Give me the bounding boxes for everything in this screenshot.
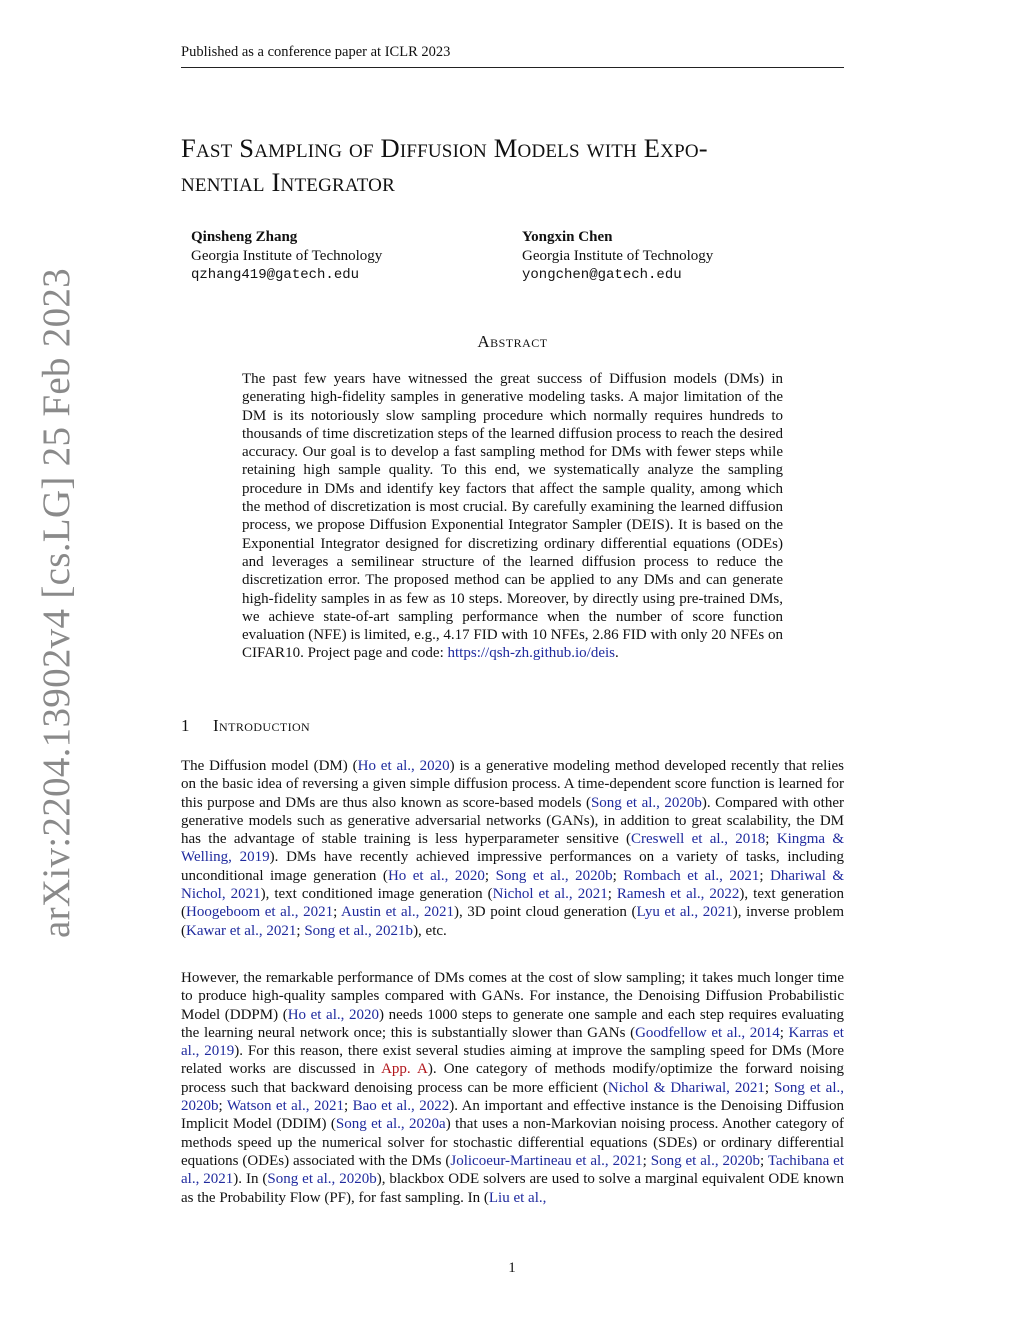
citation-link[interactable]: Song et al., 2020a [335, 1116, 446, 1133]
paragraph-text: ; [333, 904, 342, 921]
citation-link[interactable]: Bao et al., 2022 [352, 1098, 450, 1115]
citation-link[interactable]: Song et al., 2020b [181, 1079, 845, 1115]
author-affiliation: Georgia Institute of Technology [191, 248, 383, 264]
citation-link[interactable]: Lyu et al., 2021 [636, 904, 733, 921]
citation-link[interactable]: Rombach et al., 2021 [623, 867, 760, 884]
paragraph-text: ; [296, 922, 305, 939]
section-heading [181, 716, 310, 736]
paragraph-text: ; [765, 831, 777, 848]
citation-link[interactable]: Karras et al., 2019 [181, 1024, 844, 1060]
paragraph-text: ). DMs have recently achieved impressive performances on a variety of tasks, including unconditional image generation ( [181, 849, 844, 884]
author-email[interactable]: yongchen@gatech.edu [522, 267, 682, 283]
paragraph-text: ). An important and effective instance is the Denoising Diffusion Implicit Model (DDIM) ( [181, 1098, 844, 1133]
citation-link[interactable]: Kingma & Welling, 2019 [181, 831, 844, 866]
citation-link[interactable]: Song et al., 2020b [495, 867, 613, 884]
abstract-text: The past few years have witnessed the great success of Diffusion models (DMs) in generating high-fidelity samples in generative modeling tasks. A major limitation of the DM is its notoriously slow sampling procedure which normally requires hundreds to thousands of time discretization steps of the learned diffusion process to reach the desired accuracy. Our goal is to develop a fast sampling method for DMs with fewer steps while retaining high sample quality. To this end, we systematically analyze the sampling procedure in DMs and identify key factors that affect the sample quality, among which the method of discretization is most crucial. By carefully examining the learned diffusion process, we propose Diffusion Exponential Integrator Sampler (DEIS). It is based on the Exponential Integrator designed for discretizing ordinary differential equations (ODEs) and leverages a semilinear structure of the learned diffusion process to reduce the discretization error. The proposed method can be applied to any DMs and can generate high-fidelity samples in as few as 10 steps. Moreover, by directly using pre-trained DMs, we achieve state-of-art sampling performance when the number of score function evaluation (NFE) is limited, e.g., 4.17 FID with 10 NFEs, 2.86 FID with only 20 NFEs on CIFAR10. Project page and code: [242, 371, 783, 662]
paragraph-text: The Diffusion model (DM) ( [181, 758, 358, 774]
paragraph-text: ). One category of methods modify/optimize the forward noising process such that backward denoising process can be more efficient ( [181, 1061, 844, 1096]
paragraph-text: ; [759, 867, 771, 884]
citation-link[interactable]: Nichol et al., 2021 [492, 886, 608, 903]
section-number: 1 [181, 716, 190, 735]
section-title: Introduction [213, 716, 311, 735]
abstract-end: . [615, 645, 619, 662]
citation-link[interactable]: Ho et al., 2020 [387, 867, 485, 884]
paragraph-text: ), 3D point cloud generation ( [453, 904, 637, 921]
citation-link[interactable]: Ramesh et al., 2022 [616, 886, 740, 903]
paragraph-text: However, the remarkable performance of DMs comes at the cost of slow sampling; it takes much longer time to produce high-quality samples compared with GANs. For instance, the Denoising Diffusion Probabilistic Model (DDPM) ( [181, 970, 844, 1023]
citation-link[interactable]: Song et al., 2020b [650, 1152, 761, 1169]
paragraph-text: ; [218, 1098, 227, 1115]
author-affiliation: Georgia Institute of Technology [522, 248, 714, 264]
citation-link[interactable]: Song et al., 2020b [590, 794, 702, 811]
citation-link[interactable]: Kawar et al., 2021 [186, 922, 297, 939]
paragraph-text: ; [760, 1152, 768, 1169]
running-header: Published as a conference paper at ICLR 2023 [181, 44, 844, 68]
paragraph-text: ) is a generative modeling method developed recently that relies on the basic idea of reversing a given simple diffusion process. A time-dependent score function is learned for this purpose and DMs are thus also known as score-based models ( [181, 758, 845, 811]
paragraph-text: ; [764, 1079, 775, 1096]
author-block-1 [191, 228, 382, 285]
paragraph-text: ). Compared with other generative models such as generative adversarial networks (GANs), in addition to great scalability, the DM has the advantage of stable training is less hyperparameter sensitive ( [181, 794, 845, 848]
title-line-2: nential Integrator [181, 167, 395, 197]
author-email[interactable]: qzhang419@gatech.edu [191, 267, 360, 283]
paragraph-text: ; [607, 886, 617, 903]
paragraph-text: ). For this reason, there exist several studies aiming at improve the sampling speed for DMs (More related works are discussed in [181, 1043, 844, 1078]
citation-link[interactable]: Austin et al., 2021 [341, 904, 454, 921]
paper-title [181, 131, 861, 199]
paragraph-text: ) that uses a non-Markovian noising process. Another category of methods speed up the numerical solver for stochastic differential equations (SDEs) or ordinary differential equations (ODEs) associated with the DMs ( [181, 1116, 845, 1169]
citation-link[interactable]: Tachibana et al., 2021 [181, 1152, 845, 1188]
paragraph-text: ) needs 1000 steps to generate one sample and each step requires evaluating the learning neural network once; this is substantially slower than GANs ( [181, 1006, 844, 1041]
author-name: Qinsheng Zhang [191, 229, 298, 245]
author-block-2 [522, 228, 713, 285]
paragraph-text: ; [612, 867, 624, 884]
citation-link[interactable]: Song et al., 2020b [267, 1171, 377, 1188]
paragraph-text: ), inverse problem ( [181, 904, 844, 939]
citation-link[interactable]: Dhariwal & Nichol, 2021 [181, 867, 845, 903]
paragraph-text: ; [343, 1098, 353, 1115]
paragraph-text: ; [779, 1024, 789, 1041]
intro-paragraph-2 [181, 969, 844, 1207]
page-number: 1 [508, 1260, 516, 1276]
intro-paragraph-1 [181, 757, 844, 940]
paragraph-text: ), text conditioned image generation ( [260, 886, 493, 903]
arxiv-stamp: arXiv:2204.13902v4 [cs.LG] 25 Feb 2023 [35, 268, 78, 938]
citation-link[interactable]: Creswell et al., 2018 [631, 831, 766, 848]
paragraph-text: ), blackbox ODE solvers are used to solve a marginal equivalent ODE known as the Probability Flow (PF), for fast sampling. In ( [181, 1171, 844, 1206]
citation-link[interactable]: Ho et al., 2020 [357, 758, 450, 774]
citation-link[interactable]: Hoogeboom et al., 2021 [186, 904, 334, 921]
citation-link[interactable]: Song et al., 2021b [304, 922, 414, 939]
citation-link[interactable]: Watson et al., 2021 [226, 1098, 344, 1115]
citation-link[interactable]: Goodfellow et al., 2014 [635, 1024, 780, 1041]
citation-link[interactable]: Jolicoeur-Martineau et al., 2021 [450, 1152, 643, 1169]
abstract-heading: Abstract [477, 332, 548, 351]
citation-link[interactable]: Nichol & Dhariwal, 2021 [607, 1079, 765, 1096]
title-line-1: Fast Sampling of Diffusion Models with Expo- [181, 133, 708, 163]
paragraph-text: ), etc. [413, 922, 447, 939]
paragraph-text: ), text generation ( [181, 886, 844, 921]
author-name: Yongxin Chen [522, 229, 613, 245]
paragraph-text: ). In ( [233, 1171, 268, 1188]
project-url-link[interactable]: https://qsh-zh.github.io/deis [447, 645, 616, 662]
appendix-link[interactable]: App. A [381, 1061, 428, 1078]
citation-link[interactable]: Liu et al., [488, 1189, 547, 1206]
abstract-body [242, 370, 783, 663]
citation-link[interactable]: Ho et al., 2020 [287, 1006, 379, 1023]
paragraph-text: ; [642, 1152, 651, 1169]
paragraph-text: ; [484, 867, 496, 884]
